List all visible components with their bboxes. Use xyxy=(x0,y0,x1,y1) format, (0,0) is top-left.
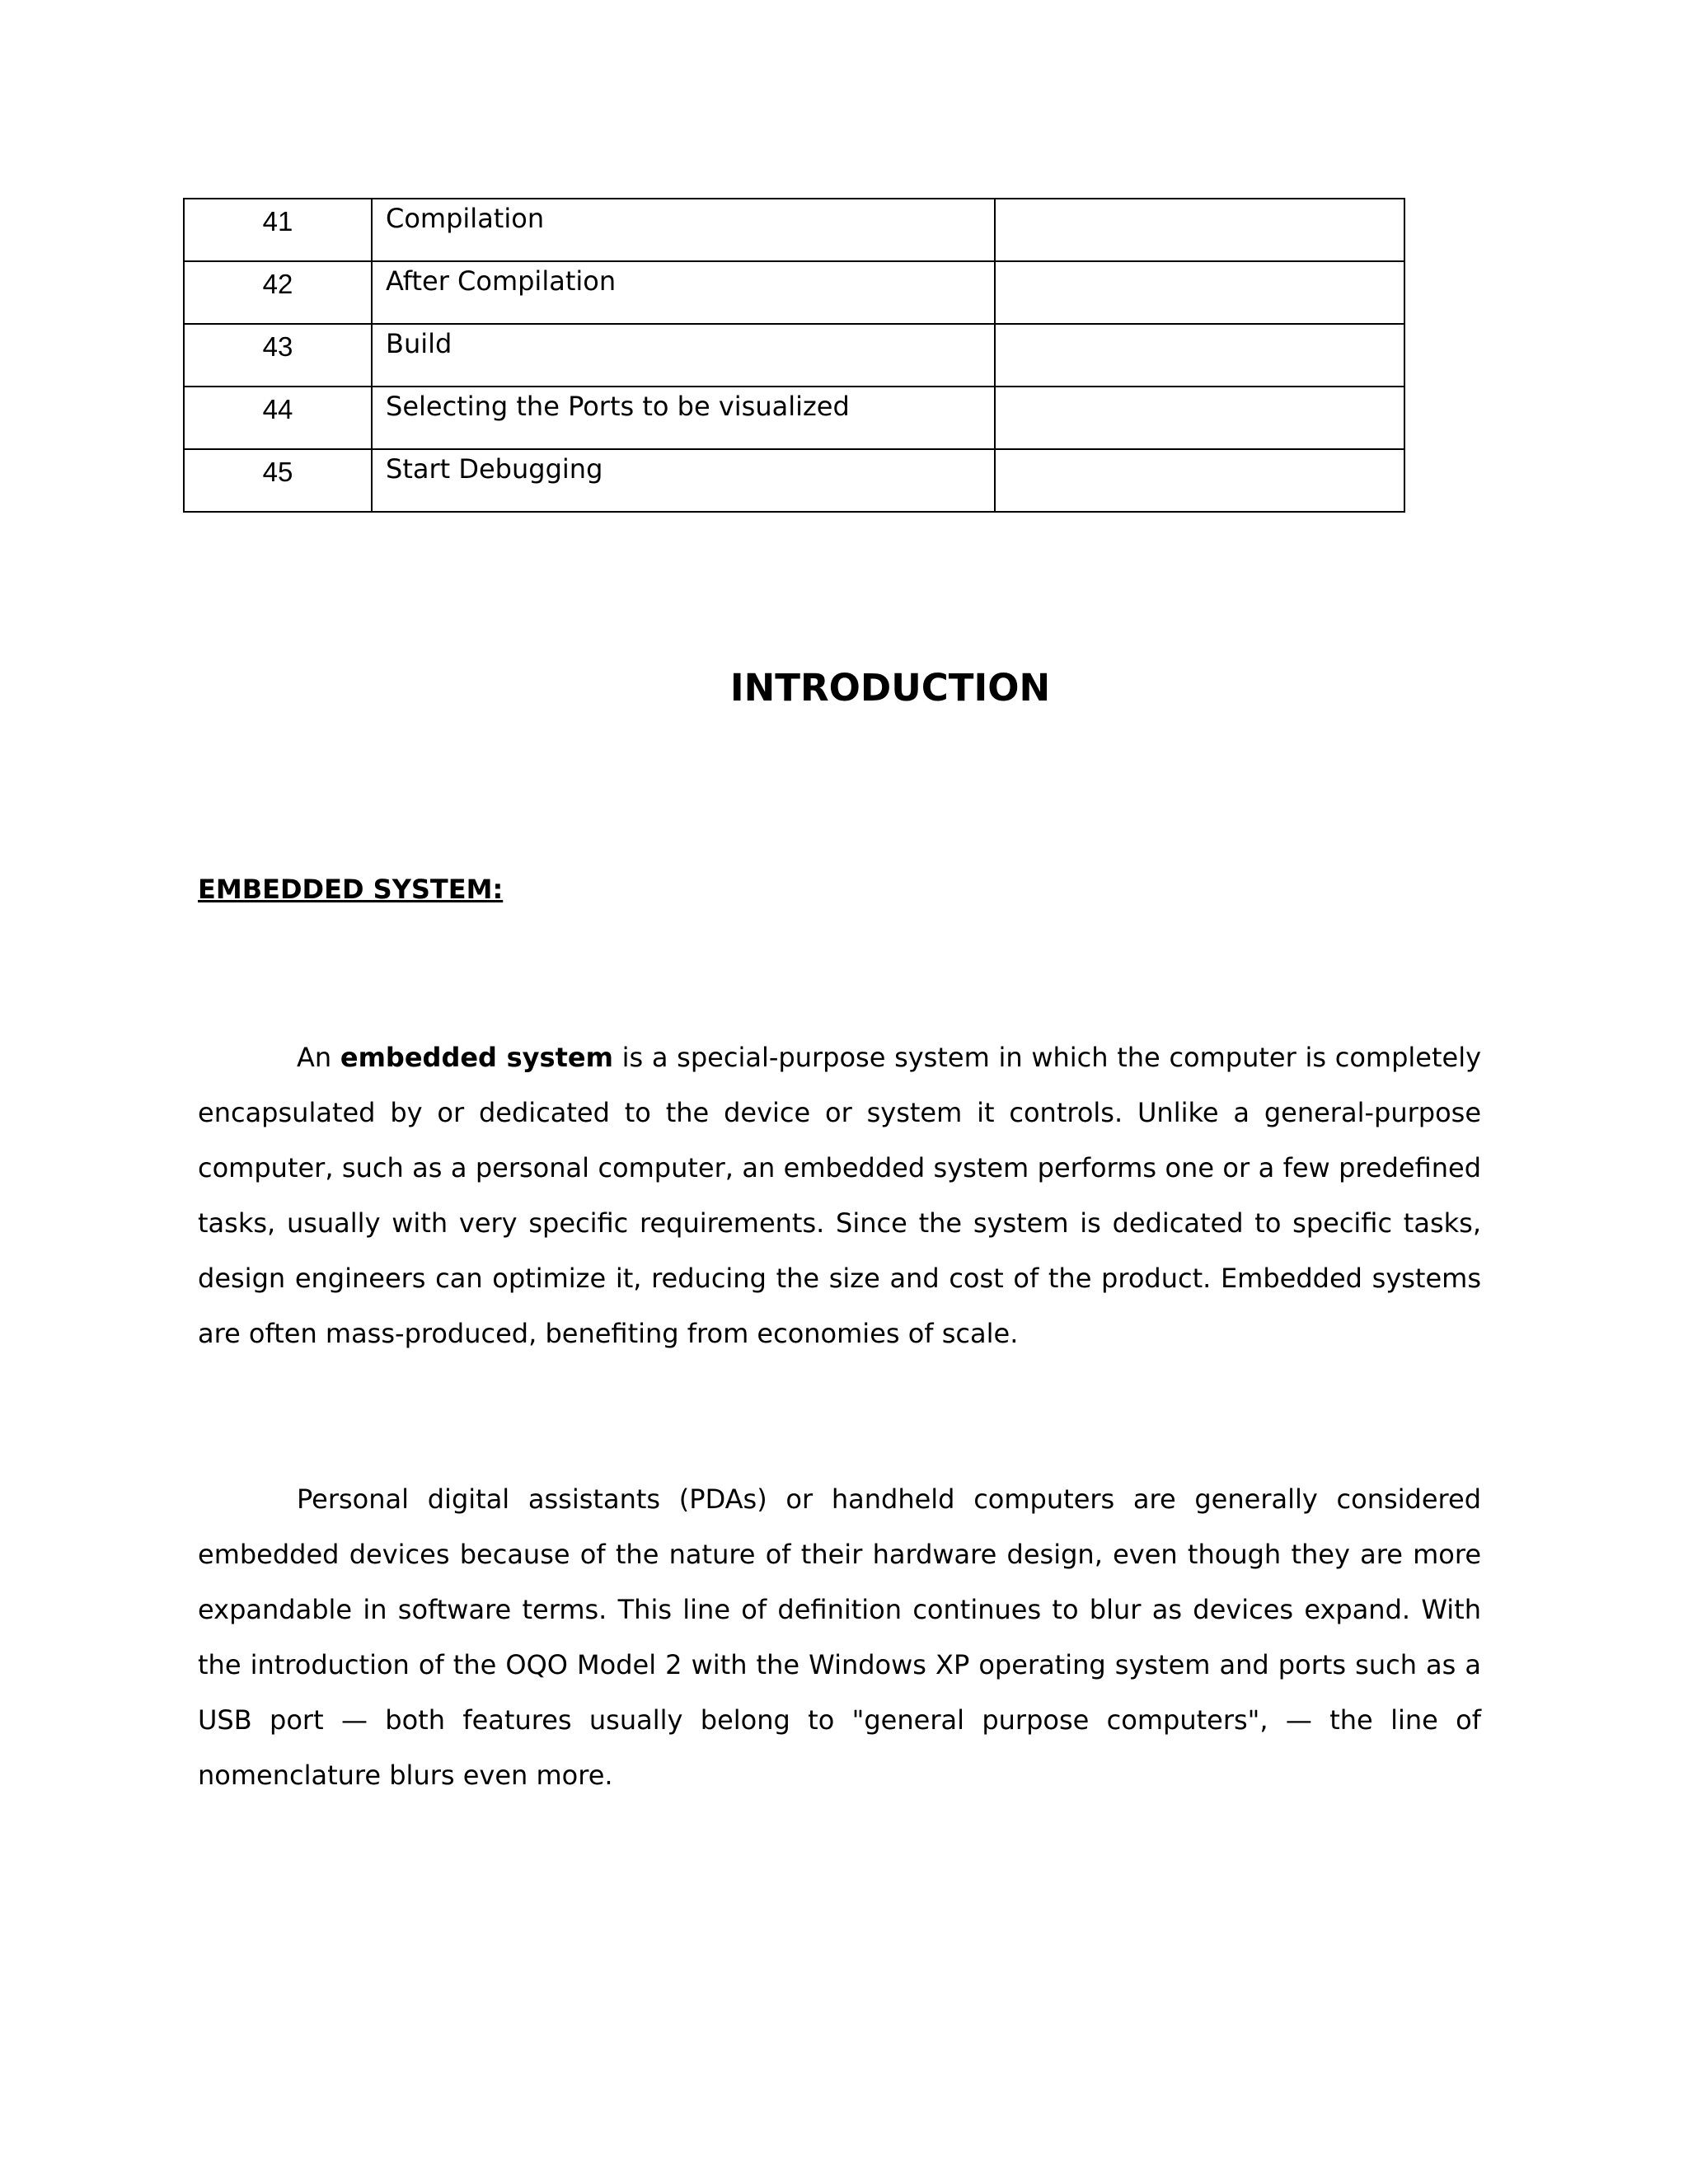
paragraph-embedded-system xyxy=(198,1030,1481,1361)
table-row xyxy=(184,261,1404,324)
row-title: After Compilation xyxy=(372,261,995,324)
table-row xyxy=(184,387,1404,449)
bold-term: embedded system xyxy=(340,1042,613,1073)
row-number: 43 xyxy=(184,324,372,387)
row-title: Build xyxy=(372,324,995,387)
row-number: 44 xyxy=(184,387,372,449)
section-heading: EMBEDDED SYSTEM: xyxy=(198,874,504,905)
row-page xyxy=(995,449,1404,512)
row-title: Start Debugging xyxy=(372,449,995,512)
contents-table xyxy=(183,198,1405,513)
row-page xyxy=(995,199,1404,261)
row-number: 42 xyxy=(184,261,372,324)
paragraph-body: is a special-purpose system in which the computer is completely encapsulated by or dedicated to the device or system it controls. Unlike a general-purpose computer, such as a personal computer, an embedded system performs one or a few predefined tasks, usually with very specific requirements. Since the system is dedicated to specific tasks, design engineers can optimize it, reducing the size and cost of the product. Embedded systems are often mass-produced, benefiting from economies of scale. xyxy=(198,1042,1482,1349)
paragraph-lead: An xyxy=(297,1042,340,1073)
page-heading: INTRODUCTION xyxy=(729,666,1051,710)
row-title: Selecting the Ports to be visualized xyxy=(372,387,995,449)
table-row xyxy=(184,324,1404,387)
table-row xyxy=(184,449,1404,512)
paragraph-pdas: Personal digital assistants (PDAs) or handheld computers are generally considered embedded devices because of the nature of their hardware design, even though they are more expandable in software terms. This line of definition continues to blur as devices expand. With the introduction of the OQO Model 2 with the Windows XP operating system and ports such as a USB port — both features usually belong to "general purpose computers", — the line of nomenclature blurs even more. xyxy=(198,1483,1481,1791)
row-number: 45 xyxy=(184,449,372,512)
row-number: 41 xyxy=(184,199,372,261)
row-page xyxy=(995,261,1404,324)
table-row xyxy=(184,199,1404,261)
row-page xyxy=(995,387,1404,449)
row-page xyxy=(995,324,1404,387)
row-title: Compilation xyxy=(372,199,995,261)
